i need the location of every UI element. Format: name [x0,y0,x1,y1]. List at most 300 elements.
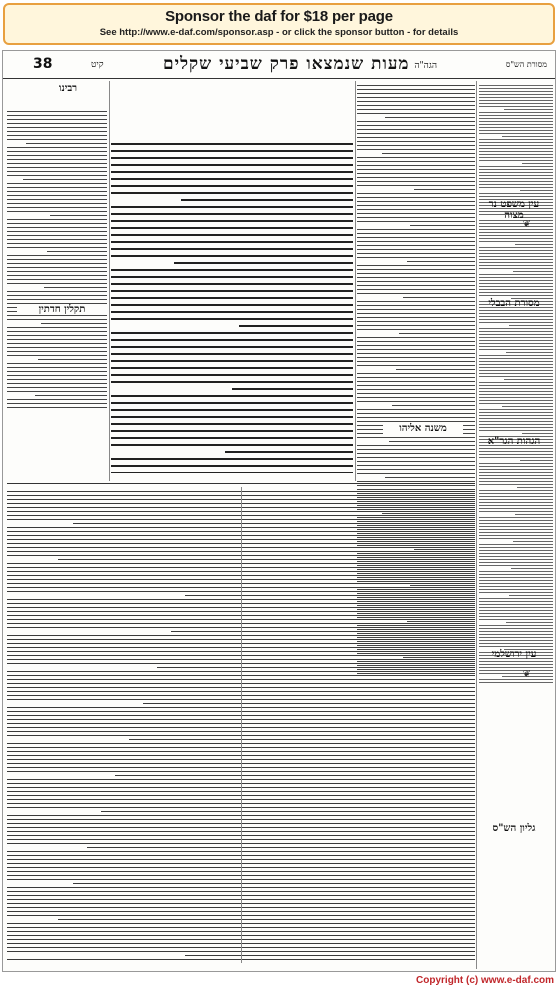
text-line [357,133,475,134]
text-line [357,401,475,402]
text-line [7,327,107,328]
text-line [7,187,107,188]
text-line [479,250,553,251]
text-line [357,121,475,122]
text-line [479,151,553,152]
text-line [357,269,475,270]
text-line [111,269,353,271]
talmud-page [2,50,556,972]
text-line [479,577,553,578]
text-line [44,287,107,288]
text-line [479,493,553,494]
text-line [479,532,553,533]
text-line [479,103,553,104]
text-line [479,346,553,347]
text-line [396,369,475,370]
text-line [111,164,353,166]
text-line [357,457,475,458]
text-line [7,399,107,400]
text-line [479,454,553,455]
text-line [479,583,553,584]
gilyon-label: גליון הש"ס [492,823,536,834]
text-line [111,409,353,411]
column-rule [476,81,477,969]
text-line [479,670,553,671]
text-line [479,139,553,140]
text-line [479,358,553,359]
text-line [357,125,475,126]
text-line [479,292,553,293]
text-line [479,295,553,296]
text-line [101,811,475,812]
text-line [522,433,553,434]
text-line [479,478,553,479]
text-line [479,385,553,386]
text-line [479,115,553,116]
text-line [232,388,353,390]
text-line [511,568,553,569]
text-line [7,403,107,404]
text-line [111,227,353,229]
copyright-notice[interactable]: Copyright (c) www.e-daf.com [416,975,554,986]
text-line [111,416,353,418]
text-line [479,91,553,92]
text-line [357,389,475,390]
text-line [357,221,475,222]
text-line [357,413,475,414]
text-line [357,445,475,446]
text-line [479,631,553,632]
sponsor-subtitle[interactable]: See http://www.e-daf.com/sponsor.asp - or click the sponsor button - for details [99,27,459,38]
text-line [7,383,107,384]
text-line [357,285,475,286]
text-line [111,353,353,355]
text-line [111,381,353,383]
text-line [171,631,475,632]
text-line [479,673,553,674]
text-line [111,248,353,250]
text-line [479,472,553,473]
text-line [504,109,553,110]
text-line [7,335,107,336]
text-line [479,253,553,254]
text-line [181,199,353,201]
text-line [7,171,107,172]
section-divider [7,483,475,484]
text-line [479,556,553,557]
text-line [7,407,107,408]
text-line [479,280,553,281]
text-line [479,628,553,629]
text-line [479,625,553,626]
text-line [357,489,475,490]
text-line [7,123,107,124]
text-line [87,847,475,848]
text-line [111,150,353,152]
text-line [479,193,553,194]
text-line [7,131,107,132]
text-line [479,328,553,329]
text-line [111,402,353,404]
text-line [357,277,475,278]
ein-yerushalmi-label: עין ירושלמי [491,649,537,660]
text-line [403,297,475,298]
text-line [479,667,553,668]
text-line [50,215,107,216]
text-line [479,610,553,611]
text-line [7,155,107,156]
text-line [479,223,553,224]
text-line [111,367,353,369]
text-line [407,261,475,262]
text-line [47,251,107,252]
text-line [479,367,553,368]
text-line [7,339,107,340]
text-line [479,604,553,605]
text-line [111,192,353,194]
text-line [479,289,553,290]
text-line [357,113,475,114]
column-rule [241,487,242,963]
text-line [479,481,553,482]
text-line [7,111,107,112]
text-line [479,88,553,89]
text-line [7,331,107,332]
text-line [392,405,475,406]
text-line [111,374,353,376]
text-line [513,541,553,542]
text-line [479,166,553,167]
text-line [479,106,553,107]
text-line [479,637,553,638]
text-line [357,305,475,306]
text-line [111,283,353,285]
text-line [111,255,353,257]
text-line [7,371,107,372]
text-line [515,244,553,245]
text-line [111,234,353,236]
text-line [129,739,475,740]
text-line [357,253,475,254]
text-line [357,145,475,146]
text-line [111,472,353,473]
text-line [479,196,553,197]
text-line [58,559,475,560]
text-line [111,465,353,467]
text-line [479,571,553,572]
text-line [479,430,553,431]
text-line [509,325,553,326]
text-line [479,421,553,422]
text-line [357,213,475,214]
text-line [111,444,353,446]
text-line [479,592,553,593]
text-line [7,211,107,212]
text-line [479,262,553,263]
text-line [35,395,107,396]
text-line [479,640,553,641]
text-line [41,323,107,324]
text-line [479,286,553,287]
text-line [479,238,553,239]
text-line [479,157,553,158]
text-line [479,505,553,506]
text-line [185,595,475,596]
text-line [7,275,107,276]
text-line [7,351,107,352]
text-line [357,85,475,86]
text-line [479,259,553,260]
text-line [479,100,553,101]
text-line [479,229,553,230]
text-line [7,255,107,256]
text-line [7,271,107,272]
text-line [479,142,553,143]
text-line [357,361,475,362]
text-line [357,373,475,374]
text-line [479,403,553,404]
text-line [479,184,553,185]
text-line [111,430,353,432]
text-line [7,391,107,392]
text-line [357,161,475,162]
text-line [479,412,553,413]
text-line [111,157,353,159]
text-line [479,235,553,236]
sponsor-title[interactable]: Sponsor the daf for $18 per page [165,8,393,25]
text-line [357,469,475,470]
text-line [111,171,353,173]
text-line [479,490,553,491]
text-line [7,259,107,260]
folio-label: קיט [91,60,104,70]
text-line [479,661,553,662]
text-line [7,195,107,196]
text-line [479,418,553,419]
sponsor-banner[interactable] [3,3,555,45]
text-line [7,263,107,264]
text-line [506,352,553,353]
text-line [479,97,553,98]
text-line [357,141,475,142]
text-line [357,393,475,394]
text-line [515,514,553,515]
text-line [479,316,553,317]
text-line [26,143,107,144]
text-line [111,318,353,320]
text-line [357,165,475,166]
text-line [239,325,353,327]
text-line [7,227,107,228]
text-line [58,919,475,920]
text-line [479,175,553,176]
text-line [502,406,553,407]
text-line [111,304,353,306]
text-line [357,233,475,234]
text-line [7,219,107,220]
text-line [357,197,475,198]
text-line [479,226,553,227]
text-line [479,451,553,452]
text-line [479,664,553,665]
text-line [357,257,475,258]
text-line [479,241,553,242]
text-line [357,209,475,210]
text-line [357,193,475,194]
text-line [357,265,475,266]
text-line [479,580,553,581]
text-line [479,502,553,503]
text-line [479,364,553,365]
text-line [357,101,475,102]
text-line [479,361,553,362]
text-line [357,353,475,354]
text-line [357,205,475,206]
text-line [513,271,553,272]
hagahah-label: הגה"ה [414,61,437,71]
text-line [357,325,475,326]
text-line [385,477,475,478]
text-line [410,225,475,226]
text-line [479,181,553,182]
text-line [7,239,107,240]
text-line [357,229,475,230]
mishnah-eliyahu-label: משנה אליהו [383,423,463,434]
text-line [357,377,475,378]
text-line [479,160,553,161]
text-line [357,105,475,106]
text-line [357,245,475,246]
text-line [479,388,553,389]
text-line [357,185,475,186]
text-line [357,93,475,94]
text-line [111,458,353,460]
text-line [479,601,553,602]
text-line [7,207,107,208]
text-line [479,382,553,383]
text-line [479,634,553,635]
text-line [357,329,475,330]
text-line [479,559,553,560]
text-line [111,241,353,243]
text-line [357,109,475,110]
text-line [479,643,553,644]
text-line [479,322,553,323]
text-line [479,679,553,680]
text-line [382,153,475,154]
text-line [111,178,353,180]
text-line [479,169,553,170]
text-line [7,159,107,160]
text-line [7,343,107,344]
text-line [7,247,107,248]
text-line [479,373,553,374]
ein-mishpat-label: עין משפט נר מצוה [488,199,540,221]
text-line [7,191,107,192]
text-line [111,185,353,187]
text-line [7,379,107,380]
text-line [357,97,475,98]
text-line [174,262,353,264]
text-line [479,427,553,428]
text-line [7,367,107,368]
text-line [479,343,553,344]
text-line [479,127,553,128]
text-line [357,317,475,318]
text-line [522,163,553,164]
text-line [357,301,475,302]
text-line [357,273,475,274]
text-line [504,379,553,380]
text-line [479,550,553,551]
text-line [7,139,107,140]
text-line [7,115,107,116]
text-line [479,334,553,335]
text-line [357,337,475,338]
text-line [479,538,553,539]
text-line [7,231,107,232]
text-line [111,276,353,278]
text-line [7,315,107,316]
text-line [520,190,553,191]
page-number: 38 [33,56,53,72]
text-line [479,484,553,485]
text-line [7,295,107,296]
text-line [357,341,475,342]
text-line [479,457,553,458]
text-line [479,409,553,410]
text-line [357,449,475,450]
text-line [389,441,475,442]
text-line [7,363,107,364]
text-line [357,289,475,290]
text-line [479,598,553,599]
text-line [479,247,553,248]
text-line [479,448,553,449]
text-line [7,299,107,300]
text-line [479,526,553,527]
text-line [111,297,353,299]
text-line [225,451,353,453]
text-line [502,136,553,137]
text-line [357,181,475,182]
text-line [357,249,475,250]
text-line [357,485,475,486]
text-line [7,119,107,120]
text-line [479,415,553,416]
text-line [7,291,107,292]
text-line [7,375,107,376]
text-line [7,243,107,244]
text-line [479,112,553,113]
text-line [479,589,553,590]
text-line [111,220,353,222]
text-line [479,268,553,269]
text-line [520,460,553,461]
text-line [23,179,107,180]
text-line [479,319,553,320]
text-line [479,145,553,146]
text-line [38,359,107,360]
text-line [7,199,107,200]
text-line [517,487,553,488]
text-line [479,148,553,149]
text-line [357,461,475,462]
text-line [479,475,553,476]
text-line [479,469,553,470]
text-line [111,332,353,334]
text-line [479,520,553,521]
